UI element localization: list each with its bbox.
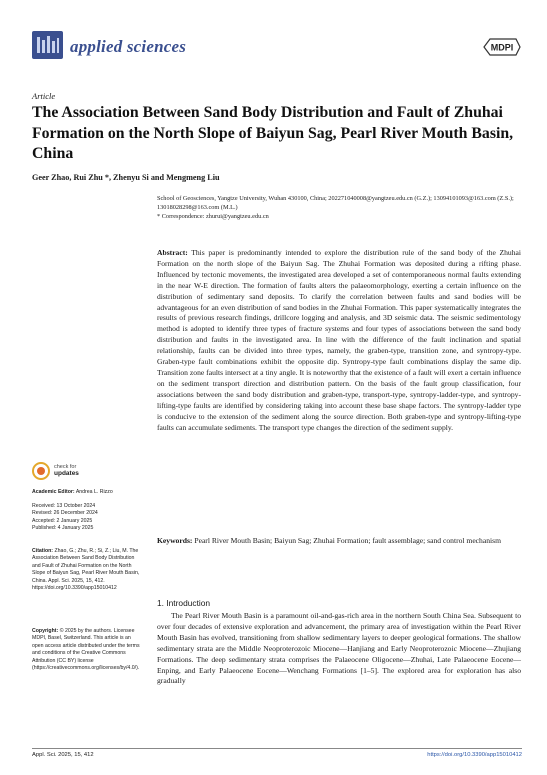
- keywords-label: Keywords:: [157, 536, 193, 545]
- journal-logo-icon: [32, 31, 63, 59]
- keywords-text: Pearl River Mouth Basin; Baiyun Sag; Zhuhai Formation; fault assemblage; sand control mechanism: [194, 536, 501, 545]
- citation: [32, 548, 142, 592]
- keywords: [157, 536, 521, 547]
- journal-header: [32, 31, 522, 65]
- received-date: Received: 13 October 2024: [32, 503, 96, 509]
- check-updates-line2: updates: [54, 469, 79, 477]
- publication-dates: [32, 503, 142, 533]
- editor-label: Academic Editor:: [32, 489, 75, 495]
- article-title: The Association Between Sand Body Distribution and Fault of Zhuhai Formation on the North Slope of Baiyun Sag, Pearl River Mouth Basin, China: [32, 104, 514, 162]
- revised-date: Revised: 26 December 2024: [32, 510, 98, 517]
- abstract: [157, 248, 521, 433]
- doi-link[interactable]: https://doi.org/10.3390/app15010412: [427, 752, 522, 758]
- affiliation: [157, 195, 527, 221]
- citation-label: Citation:: [32, 548, 54, 554]
- copyright: [32, 628, 142, 672]
- editor-name: Andrea L. Rizzo: [75, 489, 113, 495]
- affiliation-text: School of Geosciences, Yangtze University, Wuhan 430100, China; 202271040008@yangtzeu.edu.cn (G.Z.); 13094101093@163.com (Z.S.); 13018028298@163.com (M.L.): [157, 195, 514, 211]
- copyright-label: Copyright:: [32, 628, 59, 634]
- abstract-label: Abstract:: [157, 248, 188, 257]
- journal-name: applied sciences: [70, 37, 187, 56]
- published-date: Published: 4 January 2025: [32, 525, 94, 532]
- academic-editor: [32, 489, 142, 496]
- abstract-text: This paper is predominantly intended to explore the distribution rule of the sand body of the Zhuhai Formation on the north slope of the Baiyun Sag. The Zhuhai Formation was deposited during a rifting phase. Influenced by tectonic movements, the investigated area developed a set of contemporaneous normal faults extending in the near W-E direction. The formation of faults alters the palaeomorphology, exerting a certain influence on the distribution of sedimentary sand deposits. To clarify the correlation between faults and sand bodies will be advantageous for an even distribution of sand bodies in the Zhuhai Formation. This paper systematically integrates the results of previous research findings, drillcore logging and analysis, and 3D seismic data. The seismic sedimentology method is adopted to identify three types of fracture systems and four types of associations between the sand body distribution and faults in the investigated area. In line with the difference of the fault inclination and spatial relationship, faults can be divided into three types, namely, the graben-type, transition zone, and syntropy-type. Graben-type fault combinations exhibit the opposite dip. Syntropy-type fault combinations display the same dip. Transition zone faults intersect at a tiny angle. It is noteworthy that the existence of a fault will exert a certain influence on the sediment transport direction and distribution pattern. On the basis of the fault group classification, four associations between the sand body distribution and graben-type, transport-type, syntropy-ladder-type, and syntropy-lifting-type faults are identified by considering taking into account these base shape factors. The syntropy-ladder type is conducive to the extension of the sediment along the source direction. Both graben-type and syntropy-lifting-type faults can accumulate sediments. The transport type changes the direction of the sediment supply.: [157, 248, 521, 432]
- article-type: Article: [32, 91, 56, 101]
- author-list: Geer Zhao, Rui Zhu *, Zhenyu Si and Mengmeng Liu: [32, 173, 220, 182]
- citation-text: Zhao, G.; Zhu, R.; Si, Z.; Liu, M. The Association Between Sand Body Distribution and Fault of Zhuhai Formation on the North Slope of Baiyun Sag, Pearl River Mouth Basin, China. Appl. Sci. 2025, 15, 412. https://doi.org/10.3390/app15010412: [32, 548, 140, 592]
- check-updates-line1: check for: [54, 464, 77, 470]
- accepted-date: Accepted: 2 January 2025: [32, 517, 93, 524]
- correspondence: * Correspondence: zhurui@yangtzeu.edu.cn: [157, 212, 269, 220]
- mdpi-logo-icon: [482, 36, 522, 58]
- check-for-updates-button[interactable]: [32, 462, 92, 484]
- svg-text:MDPI: MDPI: [490, 42, 514, 53]
- copyright-text: © 2025 by the authors. Licensee MDPI, Basel, Switzerland. This article is an open access article distributed under the terms and conditions of the Creative Commons Attribution (CC BY) license (https://creativecommons.org/licenses/by/4.0/).: [32, 628, 140, 672]
- section-heading: 1. Introduction: [157, 598, 211, 608]
- footer-citation: Appl. Sci. 2025, 15, 412: [32, 752, 94, 758]
- introduction-text: The Pearl River Mouth Basin is a paramount oil-and-gas-rich area in the northern South China Sea. Subsequent to over four decades of extensive exploration and advancement, the primary area of investigation within the Pearl River Mouth Basin has evolved, transitioning from shallow sedimentary layers to deeper geological formations. The shallow sedimentary strata are the Middle Neoproterozoic Miocene—Hanjiang and Early Neoproterozoic Miocene—Zhujiang Formations. The deep sedimentary strata comprises the Palaeocene Oligocene—Zhuhai, Late Palaeocene Eocene—Enping, and Early Palaeocene Eocene—Wenchang Formations [1–5]. The explored area for exploration has also gradually: [157, 611, 521, 686]
- footer-divider: [32, 748, 522, 749]
- check-updates-icon: [32, 462, 50, 480]
